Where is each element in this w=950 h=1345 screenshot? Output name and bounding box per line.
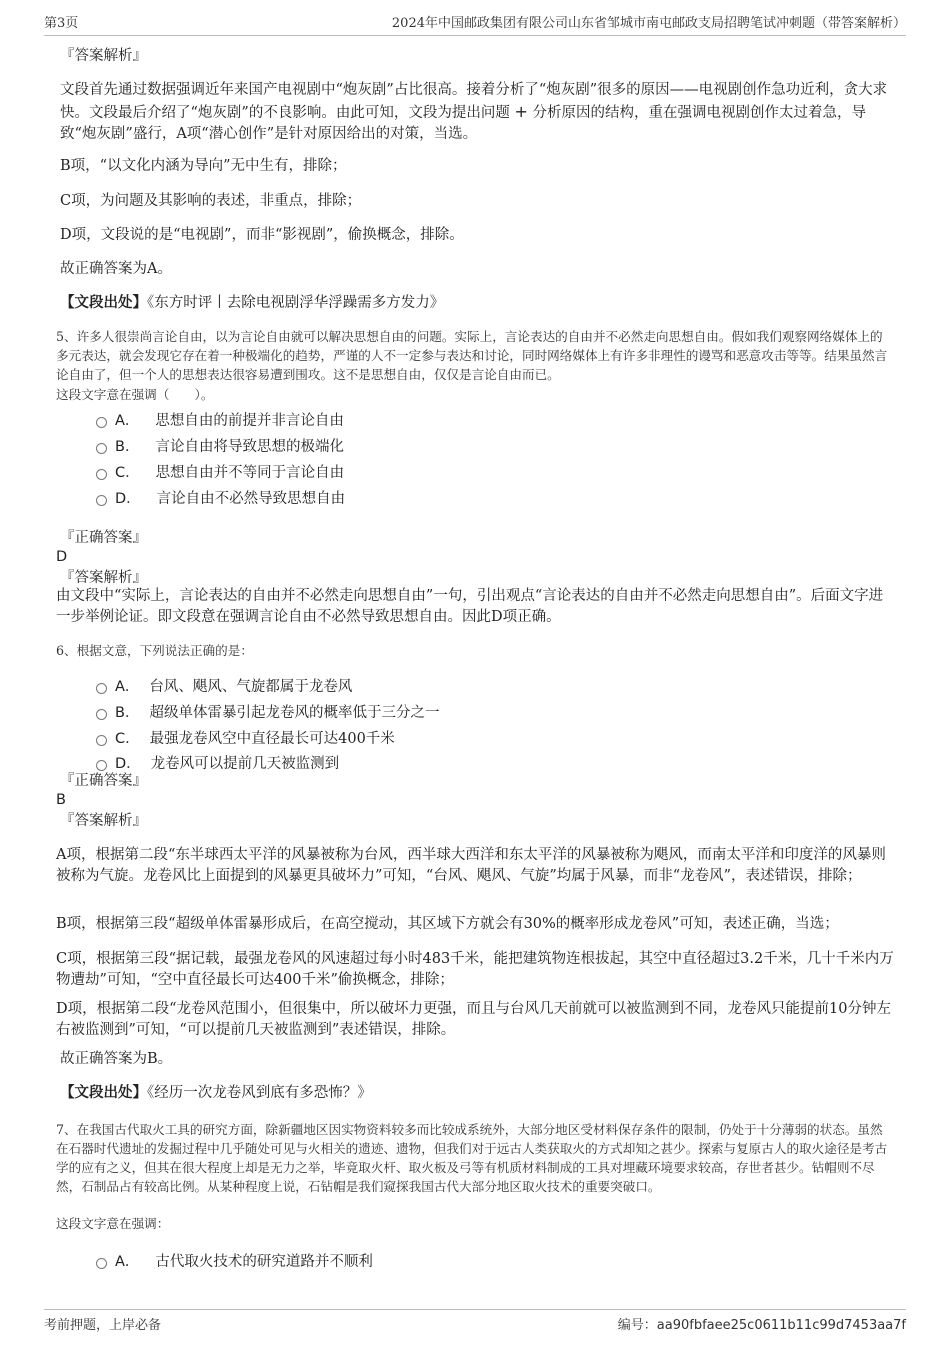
q5-option-d[interactable] [96, 487, 345, 508]
option-text: 古代取火技术的研究道路并不顺利 [155, 1254, 373, 1270]
q5-analysis: 由文段中“实际上，言论表达的自由并不必然走向思想自由”一句，引出观点“言论表达的自由并不必然走向思想自由”。后面文字进一步举例论证。即文段意在强调言论自由不必然导致思想自由。因此D项正确。 [56, 588, 884, 625]
radio-icon[interactable] [96, 1258, 107, 1269]
q7-question: 这段文字意在强调： [56, 1216, 170, 1231]
option-text: 言论自由不必然导致思想自由 [156, 491, 346, 507]
q6-option-a[interactable] [96, 675, 352, 696]
q6-answer: B [56, 792, 66, 808]
radio-icon[interactable] [96, 495, 107, 506]
q4-source [60, 292, 892, 314]
page-footer [44, 1309, 906, 1333]
radio-icon[interactable] [96, 417, 107, 428]
q4-source-label: 【文段出处】 [60, 294, 147, 311]
q4-analysis-label: 『答案解析』 [60, 48, 147, 64]
q6-stem: 6、根据文意，下列说法正确的是： [56, 643, 253, 658]
q7-option-a[interactable] [96, 1250, 373, 1271]
q4-analysis-paragraph [60, 80, 892, 145]
footer-slogan: 考前押题，上岸必备 [44, 1318, 162, 1333]
q6-option-d[interactable] [96, 752, 339, 773]
option-letter: B． [115, 705, 140, 721]
option-text: 最强龙卷风空中直径最长可达400千米 [149, 731, 395, 747]
radio-icon[interactable] [96, 760, 107, 771]
radio-icon[interactable] [96, 735, 107, 746]
option-text: 思想自由并不等同于言论自由 [155, 465, 345, 481]
q4-analysis-part2: 分析原因的结构，重在强调电视剧创作太过着急，导致“炮灰剧”盛行，A项“潜心创作”是针对原因给出的对策，当选。 [60, 105, 866, 142]
option-letter: D． [115, 491, 141, 507]
option-letter: A． [115, 1254, 140, 1270]
q6-option-b[interactable] [96, 701, 439, 722]
option-text: 超级单体雷暴引起龙卷风的概率低于三分之一 [149, 705, 440, 721]
q6-source-title: 《经历一次龙卷风到底有多恐怖？》 [147, 1085, 372, 1101]
q6-option-c[interactable] [96, 727, 395, 748]
q5-question: 这段文字意在强调（ ）。 [56, 387, 214, 402]
option-text: 龙卷风可以提前几天被监测到 [150, 756, 340, 772]
radio-icon[interactable] [96, 709, 107, 720]
q6-option-c-analysis: C项，根据第三段“据记载，最强龙卷风的风速超过每小时483千米，能把建筑物连根拔起，其空中直径超过3.2千米，几十千米内万物遭劫”可知，“空中直径最长可达400千米”偷换概念，排除； [56, 951, 894, 988]
q6-source [60, 1082, 892, 1104]
option-text: 思想自由的前提并非言论自由 [155, 413, 344, 429]
q5-option-a[interactable] [96, 409, 344, 430]
option-letter: A． [115, 413, 140, 429]
option-text: 台风、飓风、气旋都属于龙卷风 [149, 679, 353, 695]
option-letter: C． [115, 731, 140, 747]
q4-option-c-analysis: C项，为问题及其影响的表述，非重点，排除； [60, 193, 362, 209]
q4-analysis-part1: 文段首先通过数据强调近年来国产电视剧中“炮灰剧”占比很高。接着分析了“炮灰剧”很多的原因——电视剧创作急功近利，贪大求快。文段最后介绍了“炮灰剧”的不良影响。由此可知，文段为提出问题 [60, 82, 888, 121]
radio-icon[interactable] [96, 683, 107, 694]
q4-conclusion: 故正确答案为A。 [60, 261, 172, 277]
q6-option-b-analysis: B项，根据第三段“超级单体雷暴形成后，在高空搅动，其区域下方就会有30%的概率形成龙卷风”可知，表述正确，当选； [56, 916, 839, 932]
q5-option-b[interactable] [96, 435, 344, 456]
plus-sign: + [514, 102, 528, 121]
option-letter: B． [115, 439, 140, 455]
radio-icon[interactable] [96, 469, 107, 480]
q5-option-c[interactable] [96, 461, 344, 482]
q6-analysis-label: 『答案解析』 [60, 813, 147, 829]
option-text: 言论自由将导致思想的极端化 [155, 439, 344, 455]
q4-option-d-analysis: D项，文段说的是“电视剧”，而非“影视剧”，偷换概念，排除。 [60, 227, 464, 243]
q6-option-d-analysis: D项，根据第二段“龙卷风范围小，但很集中，所以破坏力更强，而且与台风几天前就可以被监测到不同，龙卷风只能提前10分钟左右被监测到”可知，“可以提前几天被监测到”表述错误，排除。 [56, 1001, 891, 1038]
q6-source-label: 【文段出处】 [60, 1084, 147, 1101]
document-title: 2024年中国邮政集团有限公司山东省邹城市南屯邮政支局招聘笔试冲刺题（带答案解析） [391, 16, 906, 31]
page-number: 第3页 [44, 16, 79, 31]
q6-option-a-analysis: A项，根据第二段“东半球西太平洋的风暴被称为台风，西半球大西洋和东太平洋的风暴被称为飓风，而南太平洋和印度洋的风暴则被称为气旋。龙卷风比上面提到的风暴更具破坏力”可知，“台风、飓风、气旋”均属于风暴，而非“龙卷风”，表述错误，排除； [56, 847, 886, 884]
option-letter: D． [115, 756, 141, 772]
q5-answer: D [56, 549, 68, 565]
option-letter: C． [115, 465, 140, 481]
option-letter: A． [115, 679, 140, 695]
q5-analysis-label: 『答案解析』 [60, 570, 147, 586]
q4-source-title: 《东方时评丨去除电视剧浮华浮躁需多方发力》 [147, 295, 445, 311]
q4-option-b-analysis: B项，“以文化内涵为导向”无中生有，排除； [60, 158, 347, 174]
q7-stem: 7、在我国古代取火工具的研究方面，除新疆地区因实物资料较多而比较成系统外，大部分地区受材料保存条件的限制，仍处于十分薄弱的状态。虽然在石器时代遗址的发掘过程中几乎随处可见与火相关的遗迹、遗物，但我们对于远古人类获取火的方式却知之甚少。探索与复原古人的取火途径是考古学的应有之义，但其在很大程度上却是无力之举，毕竟取火杆、取火板及弓等有机质材料制成的工具对埋藏环境要求较高，存世者甚少。钻帽则不尽然，石制品占有较高比例。从某种程度上说，石钻帽是我们窥探我国古代大部分地区取火技术的重要突破口。 [56, 1122, 888, 1194]
page-header [44, 12, 906, 36]
q5-answer-label: 『正确答案』 [60, 530, 147, 546]
q6-conclusion: 故正确答案为B。 [60, 1051, 173, 1067]
footer-serial: 编号：aa90fbfaee25c0611b11c99d7453aa7f [617, 1318, 906, 1333]
q5-stem: 5、许多人很崇尚言论自由，以为言论自由就可以解决思想自由的问题。实际上，言论表达的自由并不必然走向思想自由。假如我们观察网络媒体上的多元表达，就会发现它存在着一种极端化的趋势，严谨的人不一定参与表达和讨论，同时网络媒体上有许多非理性的谩骂和恶意攻击等等。结果虽然言论自由了，但一个人的思想表达很容易遭到围攻。这不是思想自由，仅仅是言论自由而已。 [56, 329, 888, 382]
radio-icon[interactable] [96, 443, 107, 454]
q6-answer-label: 『正确答案』 [60, 773, 147, 789]
